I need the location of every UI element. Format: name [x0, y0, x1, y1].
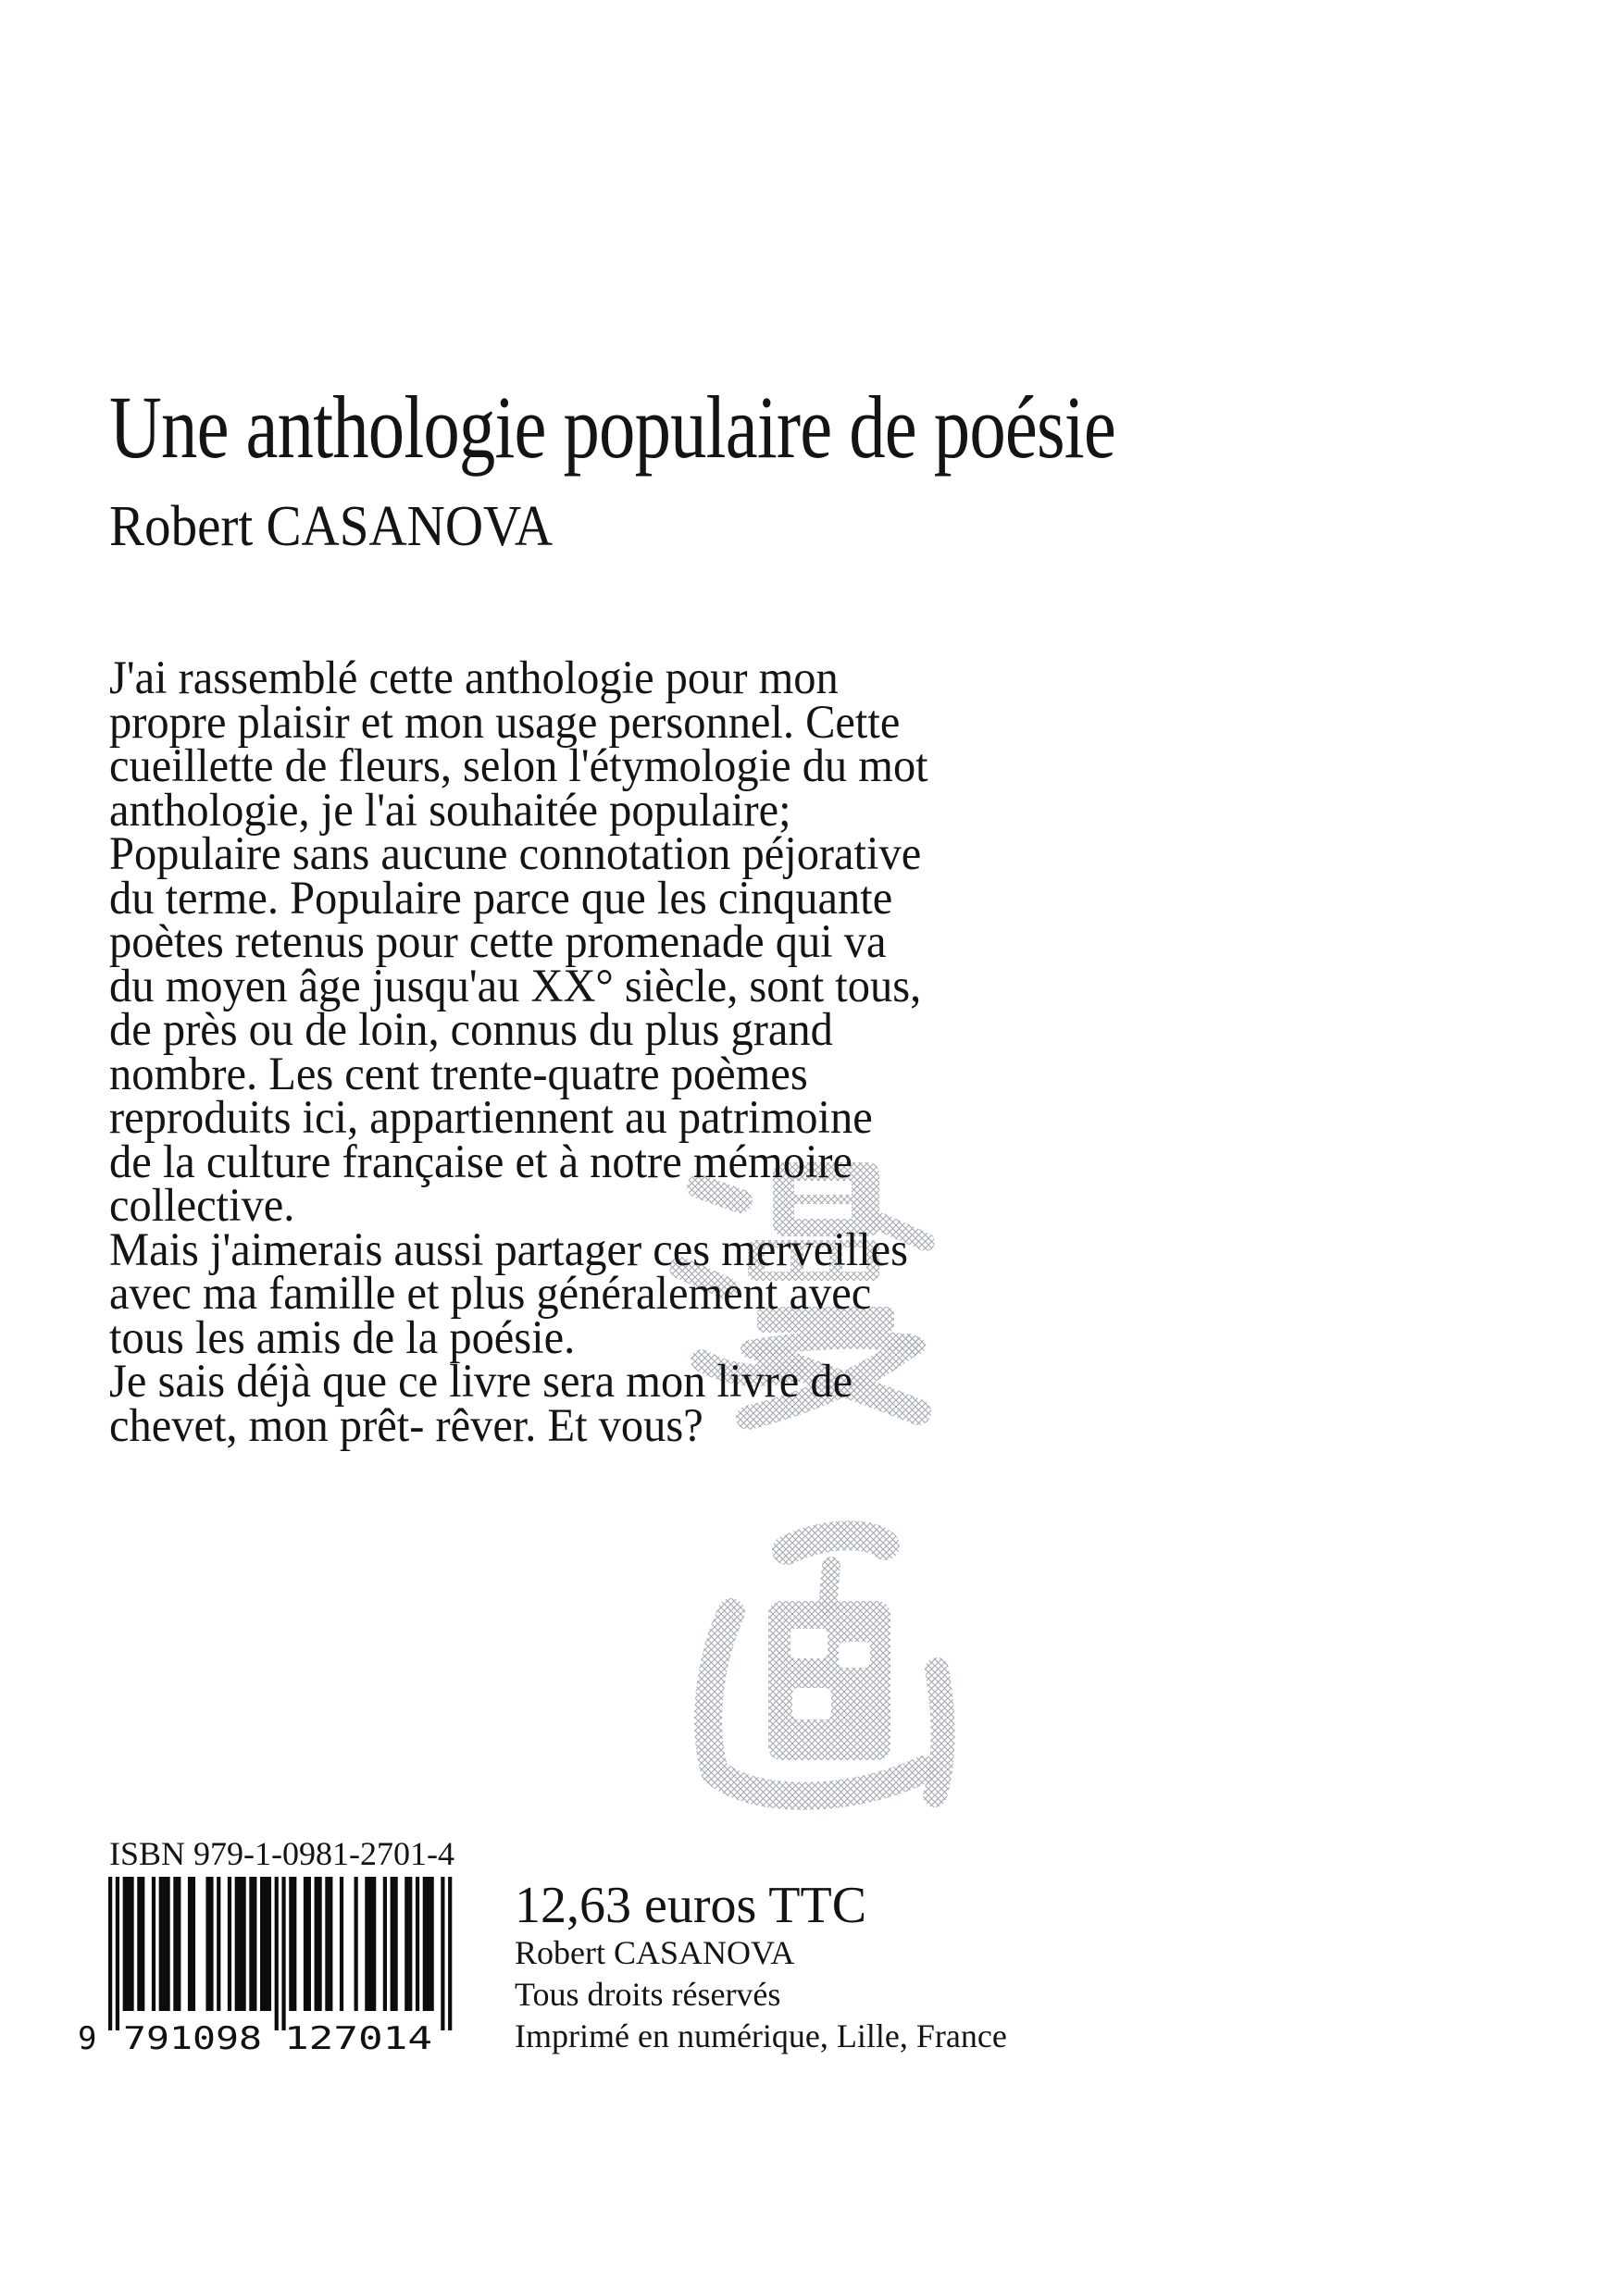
barcode-digits-left: 791098 [123, 2020, 262, 2054]
description-line: collective. [109, 1180, 295, 1232]
description-line: chevet, mon prêt- rêver. Et vous? [109, 1399, 703, 1452]
printing-line: Imprimé en numérique, Lille, France [515, 2017, 1007, 2054]
rights-line: Tous droits réservés [515, 1976, 781, 2013]
description-line: avec ma famille et plus généralement avec [109, 1268, 872, 1320]
description-line: nombre. Les cent trente-quatre poèmes [109, 1048, 808, 1100]
book-title: Une anthologie populaire de poésie [109, 378, 1115, 477]
description-line: poètes retenus pour cette promenade qui va [109, 916, 887, 968]
isbn-label: ISBN 979-1-0981-2701-4 [109, 1835, 454, 1872]
description-line: Mais j'aimerais aussi partager ces merveilles [109, 1223, 909, 1276]
description-line: Je sais déjà que ce livre sera mon livre de [109, 1356, 853, 1408]
book-author: Robert CASANOVA [109, 495, 554, 558]
barcode-bars [108, 1877, 452, 2030]
description-text [109, 652, 971, 1452]
price-publisher-block [515, 1879, 1007, 2057]
description-line: de la culture française et à notre mémoire [109, 1136, 853, 1188]
description-line: Populaire sans aucune connotation péjorative [109, 828, 922, 880]
description-line: propre plaisir et mon usage personnel. Cette [109, 696, 901, 749]
ean13-barcode [78, 1873, 467, 2054]
description-line: de près ou de loin, connus du plus grand [109, 1004, 833, 1056]
description-line: du terme. Populaire parce que les cinquante [109, 872, 893, 925]
barcode-digit-first: 9 [78, 2020, 97, 2054]
description-line: du moyen âge jusqu'au XX° siècle, sont tous, [109, 960, 922, 1012]
publisher-author-line: Robert CASANOVA [515, 1934, 795, 1971]
price-label: 12,63 euros TTC [515, 1877, 867, 1934]
description-line: tous les amis de la poésie. [109, 1311, 576, 1364]
description-line: anthologie, je l'ai souhaitée populaire; [109, 784, 791, 837]
barcode-digits-right: 127014 [284, 2020, 432, 2054]
description-line: reproduits ici, appartiennent au patrimoine [109, 1092, 873, 1144]
description-line: cueillette de fleurs, selon l'étymologie du mot [109, 740, 928, 792]
description-line: J'ai rassemblé cette anthologie pour mon [109, 652, 839, 704]
